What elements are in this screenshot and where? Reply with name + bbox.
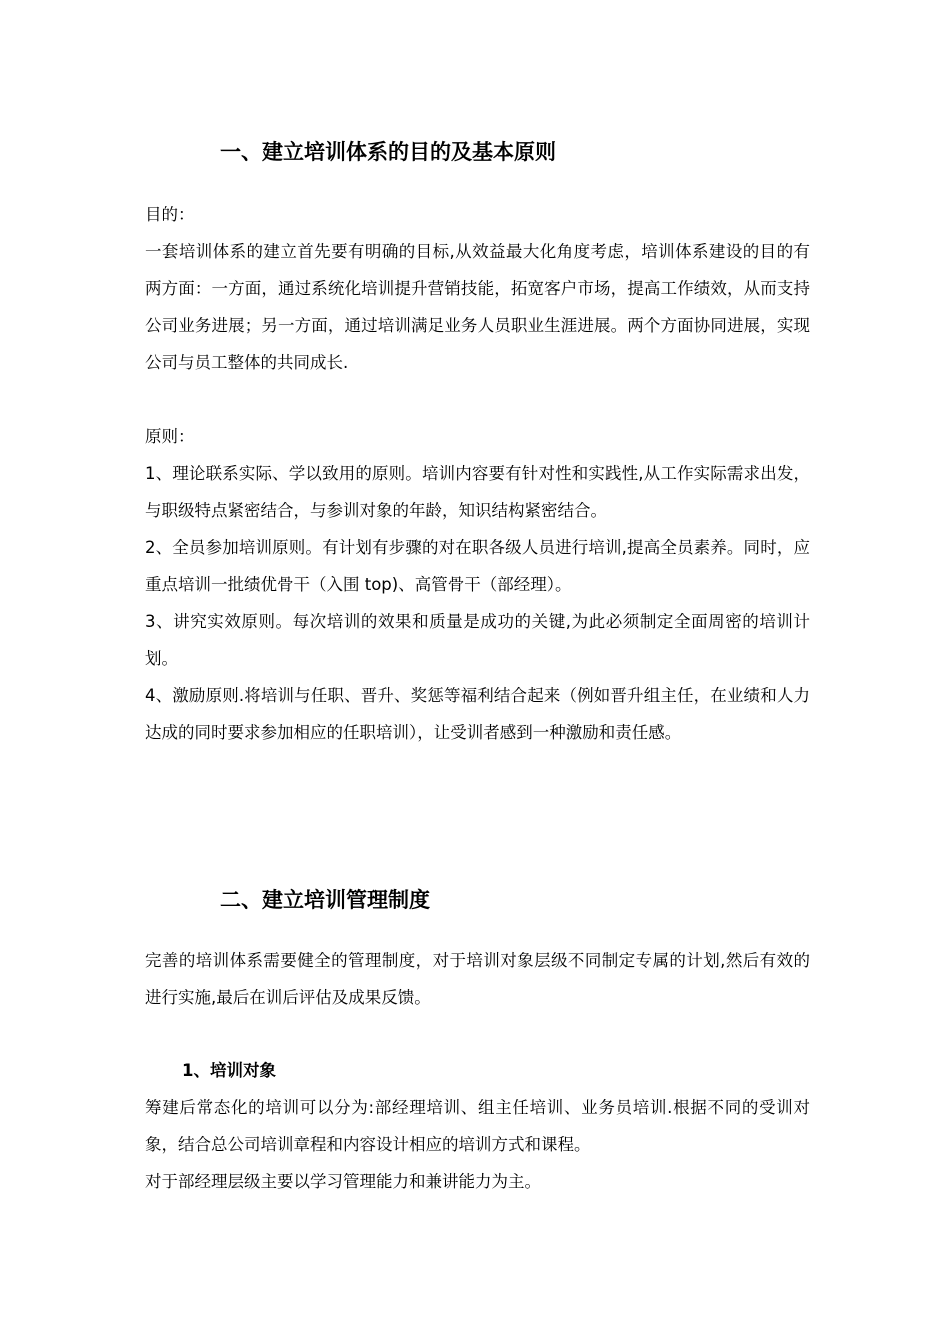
purpose-block <box>145 196 810 381</box>
purpose-label: 目的： <box>145 205 195 224</box>
section1-title: 一、建立培训体系的目的及基本原则 <box>220 140 556 164</box>
principle-block <box>145 418 810 751</box>
purpose-text: 一套培训体系的建立首先要有明确的目标,从效益最大化角度考虑，培训体系建设的目的有两方面：一方面，通过系统化培训提升营销技能，拓宽客户市场，提高工作绩效，从而支持公司业务进展；另一方面，通过培训满足业务人员职业生涯进展。两个方面协同进展，实现公司与员工整体的共同成长. <box>145 242 810 372</box>
subsection-training-target-title: 1、培训对象 <box>182 1061 276 1080</box>
principle-item-3: 3、讲究实效原则。每次培训的效果和质量是成功的关键,为此必须制定全面周密的培训计划。 <box>145 612 810 668</box>
principle-label: 原则： <box>145 427 195 446</box>
section2-intro: 完善的培训体系需要健全的管理制度，对于培训对象层级不同制定专属的计划,然后有效的进行实施,最后在训后评估及成果反馈。 <box>145 951 810 1007</box>
training-target-text-2: 对于部经理层级主要以学习管理能力和兼讲能力为主。 <box>145 1172 541 1191</box>
training-target-block <box>145 1089 810 1200</box>
section2-intro-block <box>145 942 810 1016</box>
principle-item-2: 2、全员参加培训原则。有计划有步骤的对在职各级人员进行培训,提高全员素养。同时，应重点培训一批绩优骨干（入围 top)、高管骨干（部经理）。 <box>145 538 810 594</box>
principle-item-1: 1、理论联系实际、学以致用的原则。培训内容要有针对性和实践性,从工作实际需求出发，与职级特点紧密结合，与参训对象的年龄，知识结构紧密结合。 <box>145 464 810 520</box>
principle-item-4: 4、激励原则.将培训与任职、晋升、奖惩等福利结合起来（例如晋升组主任，在业绩和人力达成的同时要求参加相应的任职培训），让受训者感到一种激励和责任感。 <box>145 686 810 742</box>
section2-title: 二、建立培训管理制度 <box>220 888 430 912</box>
training-target-text-1: 筹建后常态化的培训可以分为:部经理培训、组主任培训、业务员培训.根据不同的受训对象，结合总公司培训章程和内容设计相应的培训方式和课程。 <box>145 1098 810 1154</box>
